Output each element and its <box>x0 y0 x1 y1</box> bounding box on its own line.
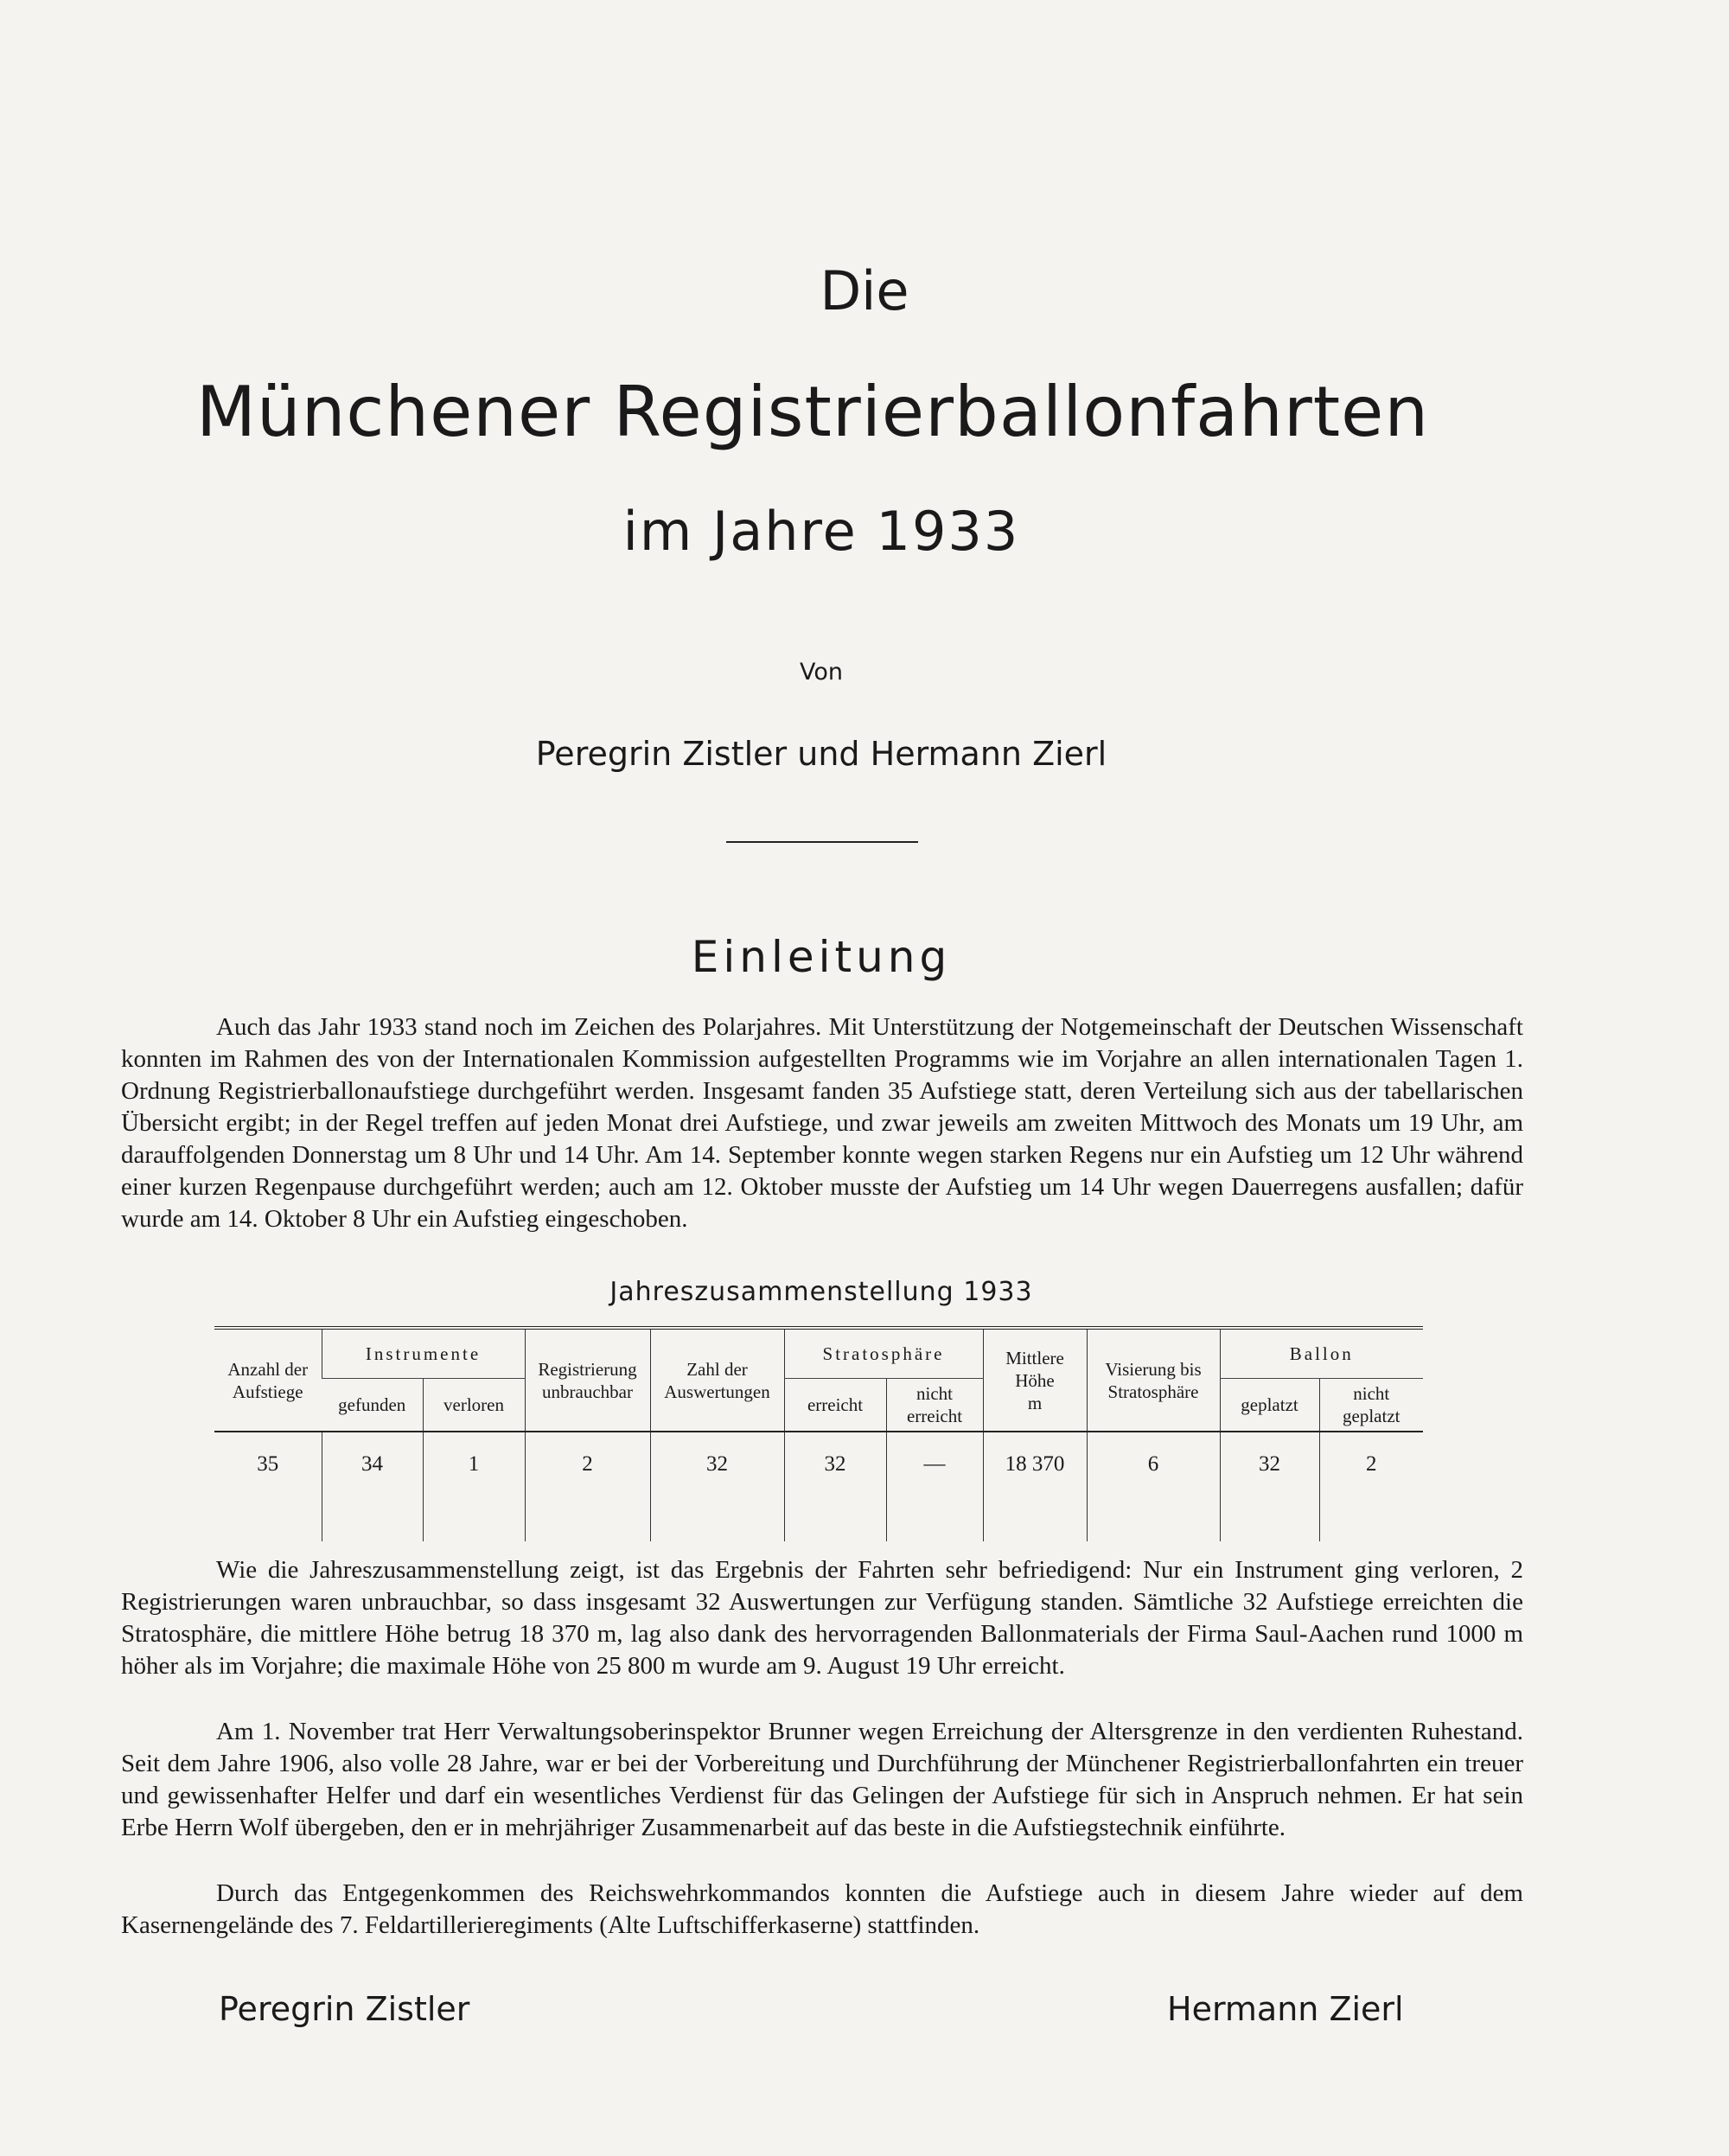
results-paragraph <box>121 1554 1523 1682</box>
header-nicht-erreicht: nicht erreicht <box>886 1379 983 1432</box>
header-ballon: Ballon <box>1220 1328 1423 1379</box>
signature-right: Hermann Zierl <box>1167 1990 1404 2028</box>
header-zahl: Zahl der Auswertungen <box>650 1328 784 1432</box>
intro-paragraph <box>121 1011 1523 1235</box>
cell-visierung: 6 <box>1087 1432 1220 1541</box>
cell-nicht-erreicht: — <box>886 1432 983 1541</box>
header-verloren: verloren <box>423 1379 525 1432</box>
section-heading: Einleitung <box>691 932 952 982</box>
signature-left: Peregrin Zistler <box>219 1990 470 2028</box>
divider-rule <box>726 841 918 843</box>
header-gefunden: gefunden <box>322 1379 423 1432</box>
title-year: im Jahre 1933 <box>622 500 1020 563</box>
acknowledgement-paragraph <box>121 1878 1523 1942</box>
table-row <box>214 1432 1423 1541</box>
page-title: Münchener Registrierballonfahrten <box>195 372 1430 452</box>
von-label: Von <box>799 659 843 686</box>
header-visierung: Visierung bis Stratosphäre <box>1087 1328 1220 1432</box>
cell-erreicht: 32 <box>784 1432 886 1541</box>
header-mittlere-hoehe <box>983 1328 1087 1432</box>
cell-registrierung: 2 <box>525 1432 650 1541</box>
header-stratosphaere: Stratosphäre <box>784 1328 983 1379</box>
cell-verloren: 1 <box>423 1432 525 1541</box>
header-instrumente: Instrumente <box>322 1328 525 1379</box>
title-die: Die <box>820 259 909 322</box>
header-registrierung: Registrierung unbrauchbar <box>525 1328 650 1432</box>
header-hoehe-unit: m <box>1027 1392 1043 1413</box>
cell-zahl: 32 <box>650 1432 784 1541</box>
summary-table <box>214 1326 1423 1541</box>
cell-gefunden: 34 <box>322 1432 423 1541</box>
cell-mittlere-hoehe: 18 370 <box>983 1432 1087 1541</box>
cell-geplatzt: 32 <box>1220 1432 1319 1541</box>
header-erreicht: erreicht <box>784 1379 886 1432</box>
authors: Peregrin Zistler und Hermann Zierl <box>535 735 1107 773</box>
cell-nicht-geplatzt: 2 <box>1319 1432 1423 1541</box>
acknowledgement-text: Durch das Entgegenkommen des Reichswehrkommandos konnten die Aufstiege auch in diesem Jahre wieder auf dem Kasernengelände des 7. Feldartillerieregiments (Alte Luftschifferkaserne) stattfinden. <box>121 1879 1523 1939</box>
header-anzahl: Anzahl der Aufstiege <box>227 1358 309 1402</box>
retirement-paragraph <box>121 1716 1523 1844</box>
header-geplatzt: geplatzt <box>1220 1379 1319 1432</box>
cell-anzahl: 35 <box>257 1452 279 1476</box>
header-nicht-geplatzt: nicht geplatzt <box>1319 1379 1423 1432</box>
intro-text: Auch das Jahr 1933 stand noch im Zeichen des Polarjahres. Mit Unterstützung der Notgemeinschaft der Deutschen Wissenschaft konnten im Rahmen des von der Internationalen Kommission aufgestellten Programms wie im Vorjahre an allen internationalen Tagen 1. Ordnung Registrierballonaufstiege durchgeführt werden. Insgesamt fanden 35 Aufstiege statt, deren Verteilung sich aus der tabellarischen Übersicht ergibt; in der Regel treffen auf jeden Monat drei Aufstiege, und zwar jeweils am zweiten Mittwoch des Monats um 19 Uhr, am darauffolgenden Donnerstag um 8 Uhr und 14 Uhr. Am 14. September konnte wegen starken Regens nur ein Aufstieg um 12 Uhr während einer kurzen Regenpause durchgeführt werden; auch am 12. Oktober musste der Aufstieg um 14 Uhr wegen Dauerregens ausfallen; dafür wurde am 14. Oktober 8 Uhr ein Aufstieg eingeschoben. <box>121 1013 1523 1233</box>
retirement-text: Am 1. November trat Herr Verwaltungsoberinspektor Brunner wegen Erreichung der Altersgrenze in den verdienten Ruhestand. Seit dem Jahre 1906, also volle 28 Jahre, war er bei der Vorbereitung und Durchführung der Münchener Registrierballonfahrten ein treuer und gewissenhafter Helfer und darf ein wesentliches Verdienst für das Gelingen der Aufstiege für sich in Anspruch nehmen. Er hat sein Erbe Herrn Wolf übergeben, den er in mehrjähriger Zusammenarbeit auf das beste in die Aufstiegstechnik einführte. <box>121 1718 1523 1841</box>
results-text: Wie die Jahreszusammenstellung zeigt, ist das Ergebnis der Fahrten sehr befriedigend: Nur ein Instrument ging verloren, 2 Registrierungen waren unbrauchbar, so dass insgesamt 32 Auswertungen zur Verfügung standen. Sämtliche 32 Aufstiege erreichten die Stratosphäre, die mittlere Höhe betrug 18 370 m, lag also dank des hervorragenden Ballonmaterials der Firma Saul-Aachen rund 1000 m höher als im Vorjahre; die maximale Höhe von 25 800 m wurde am 9. August 19 Uhr erreicht. <box>121 1556 1523 1680</box>
header-mittlere-hoehe-label: Mittlere Höhe <box>1005 1347 1064 1391</box>
table-title: Jahreszusammenstellung 1933 <box>609 1277 1033 1307</box>
